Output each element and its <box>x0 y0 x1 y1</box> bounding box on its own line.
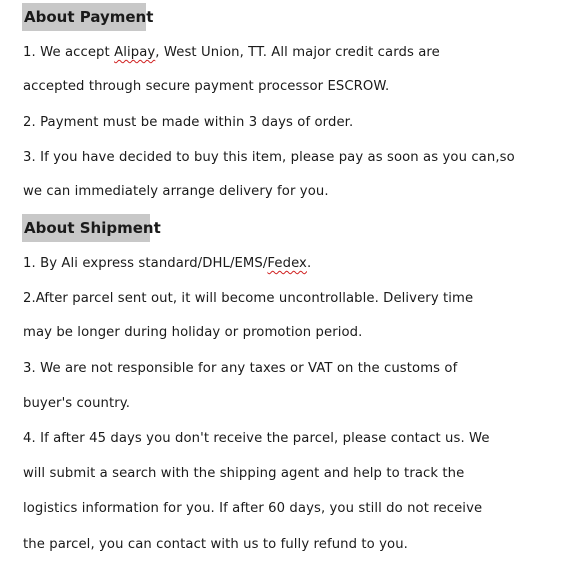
shipment-heading: About Shipment <box>22 214 150 242</box>
text-segment: buyer's country. <box>23 396 131 411</box>
text-segment: 3. If you have decided to buy this item, please pay as soon as you can,so <box>23 150 515 165</box>
text-segment: may be longer during holiday or promotion period. <box>23 325 363 340</box>
text-segment: will submit a search with the shipping agent and help to track the <box>23 466 465 481</box>
spellcheck-flagged-word: Alipay <box>114 45 156 60</box>
shipment-item-3-line-1 <box>23 359 457 379</box>
shipment-item-2-line-1 <box>23 289 473 309</box>
text-segment: accepted through secure payment processor ESCROW. <box>23 79 390 94</box>
shipment-item-1-line-1 <box>23 254 311 274</box>
text-segment: the parcel, you can contact with us to fully refund to you. <box>23 537 408 552</box>
payment-heading: About Payment <box>22 3 146 31</box>
payment-item-3-line-2 <box>23 182 329 202</box>
text-segment: , West Union, TT. All major credit cards are <box>155 45 440 60</box>
text-segment: 1. By Ali express standard/DHL/EMS/ <box>23 256 268 271</box>
text-segment: 1. We accept <box>23 45 115 60</box>
payment-item-1-line-2 <box>23 77 389 97</box>
shipment-item-4-line-3 <box>23 499 482 519</box>
shipment-item-4-line-1 <box>23 429 490 449</box>
payment-item-2-line-1 <box>23 113 353 133</box>
shipment-item-3-line-2 <box>23 394 130 414</box>
spellcheck-flagged-word: Fedex <box>267 256 307 271</box>
text-segment: we can immediately arrange delivery for you. <box>23 184 329 199</box>
text-segment: 3. We are not responsible for any taxes or VAT on the customs of <box>23 361 458 376</box>
text-segment: . <box>306 256 312 271</box>
shipment-item-2-line-2 <box>23 323 362 343</box>
payment-item-3-line-1 <box>23 148 515 168</box>
text-segment: 2. Payment must be made within 3 days of order. <box>23 115 354 130</box>
text-segment: 4. If after 45 days you don't receive the parcel, please contact us. We <box>23 431 490 446</box>
shipment-item-4-line-4 <box>23 535 408 555</box>
shipment-item-4-line-2 <box>23 464 464 484</box>
text-segment: 2.After parcel sent out, it will become uncontrollable. Delivery time <box>23 291 474 306</box>
text-segment: logistics information for you. If after 60 days, you still do not receive <box>23 501 483 516</box>
payment-item-1-line-1 <box>23 43 440 63</box>
